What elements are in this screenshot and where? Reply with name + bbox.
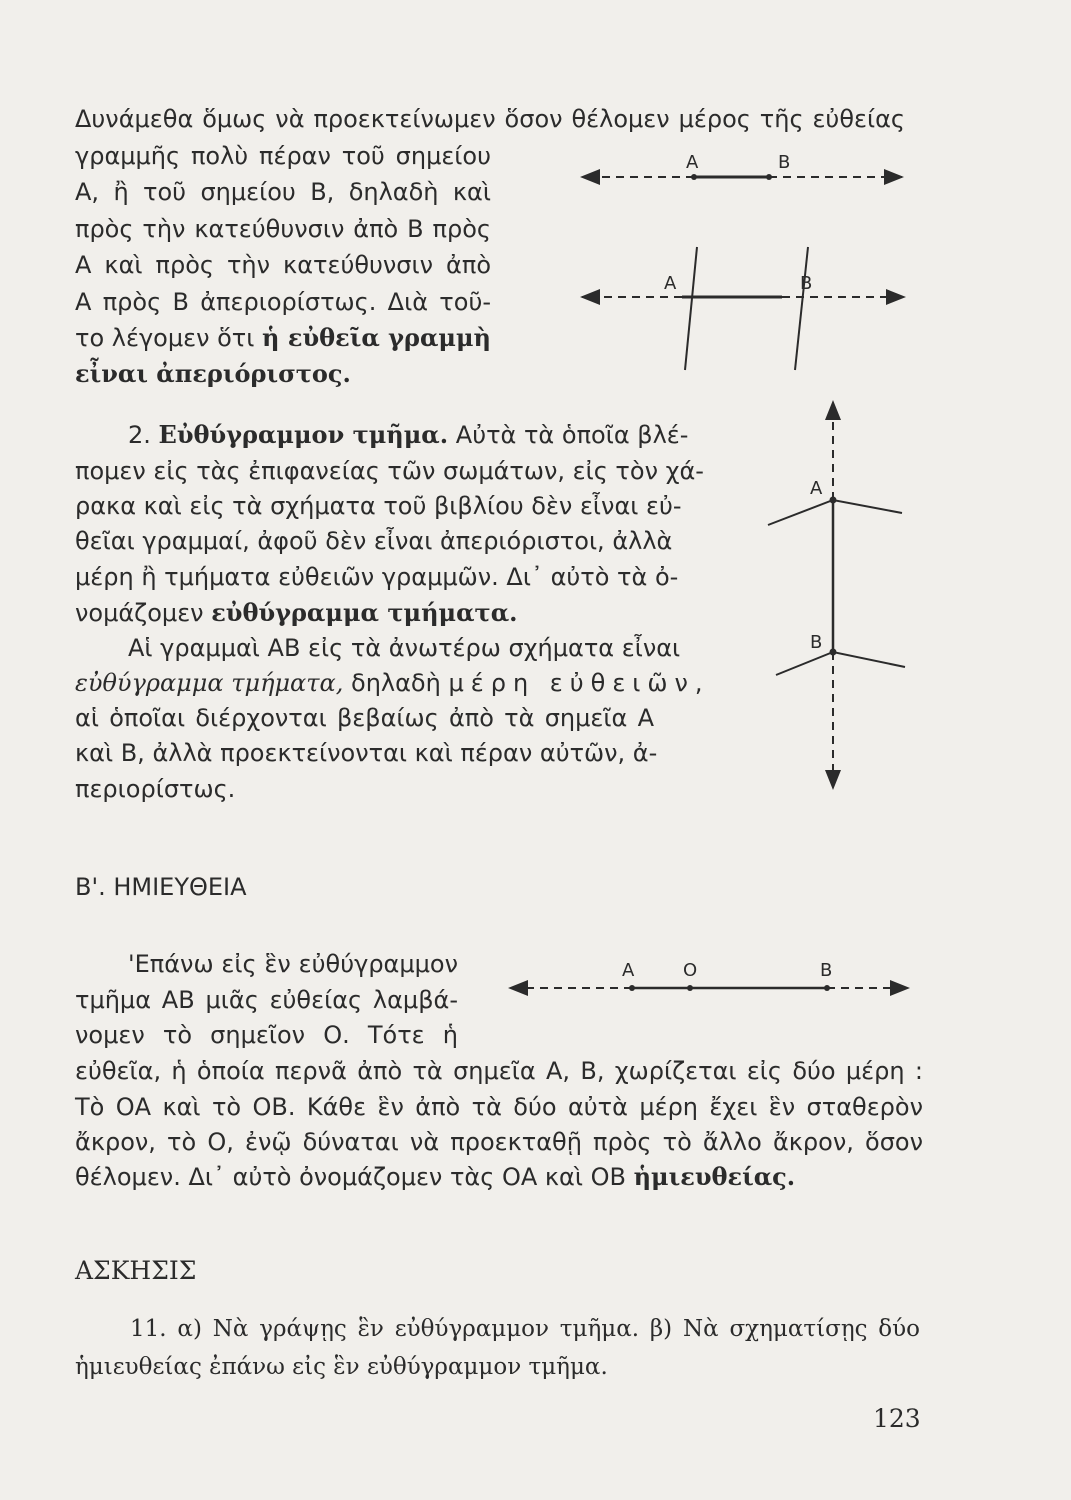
bold-term: ἡμιευθείας.: [633, 1162, 796, 1191]
text: Αὐτὰ τὰ ὁποῖα βλέ-: [455, 421, 689, 449]
point-label-b: Β: [800, 273, 813, 294]
text-line: τμῆμα ΑΒ μιᾶς εὐθείας λαμβά-: [75, 986, 458, 1014]
text-line: καὶ Β, ἀλλὰ προεκτείνονται καὶ πέραν αὐτῶν, ἀ-: [75, 739, 658, 767]
text-line: εὐθεῖα, ἡ ὁποία περνᾶ ἀπὸ τὰ σημεῖα Α, Β, χωρίζεται εἰς δύο μέρη :: [75, 1057, 923, 1085]
point-label-a: Α: [686, 152, 699, 173]
text: θέλομεν. Δι᾽ αὐτὸ ὀνομάζομεν τὰς ΟΑ καὶ ΟΒ: [75, 1163, 626, 1191]
text-line: 'Επάνω εἰς ἓν εὐθύγραμμον: [128, 950, 458, 978]
text-line: Α, ἢ τοῦ σημείου Β, δηλαδὴ καὶ: [75, 178, 491, 206]
point-label-a: Α: [664, 273, 677, 294]
text: το λέγομεν ὅτι: [75, 324, 255, 352]
text-line: θεῖαι γραμμαί, ἀφοῦ δὲν εἶναι ἀπεριόριστοι, ἀλλὰ: [75, 527, 673, 555]
point-label-b: Β: [778, 152, 791, 173]
text-line: νομεν τὸ σημεῖον Ο. Τότε ἡ: [75, 1021, 458, 1049]
exercise-line: ἡμιευθείας ἐπάνω εἰς ἓν εὐθύγραμμον τμῆμα.: [75, 1354, 608, 1380]
point-label-a: Α: [810, 478, 823, 499]
bold-term: ἡ εὐθεῖα γραμμὴ: [262, 323, 492, 352]
text: νομάζομεν: [75, 599, 204, 627]
point-label-a: Α: [622, 960, 635, 981]
figure-segment-ab: [582, 247, 904, 370]
text-line: Α πρὸς Β ἀπεριορίστως. Διὰ τοῦ-: [75, 288, 491, 316]
point-label-b: Β: [820, 960, 833, 981]
bold-term: εἶναι ἀπεριόριστος.: [75, 359, 351, 388]
spaced-term: μέρη εὐθειῶν,: [448, 669, 710, 697]
text-line: Δυνάμεθα ὅμως νὰ προεκτείνωμεν ὅσον θέλομεν μέρος τῆς εὐθείας: [75, 105, 905, 133]
text-line: Τὸ ΟΑ καὶ τὸ ΟΒ. Κάθε ἓν ἀπὸ τὰ δύο αὐτὰ μέρη ἔχει ἓν σταθερὸν: [75, 1093, 923, 1121]
section-number: 2.: [128, 421, 151, 449]
figure-vertical-ab: [768, 402, 905, 788]
text-line: ἄκρον, τὸ Ο, ἐνῷ δύναται νὰ προεκταθῇ πρὸς τὸ ἄλλο ἄκρον, ὅσον: [75, 1128, 923, 1156]
text-line: αἱ ὁποῖαι διέρχονται βεβαίως ἀπὸ τὰ σημεῖα Α: [75, 704, 654, 732]
text-line: ρακα καὶ εἰς τὰ σχήματα τοῦ βιβλίου δὲν εἶναι εὐ-: [75, 492, 682, 520]
point-label-b: Β: [810, 632, 823, 653]
text: δηλαδὴ: [351, 669, 441, 697]
exercises-heading: ΑΣΚΗΣΙΣ: [75, 1256, 197, 1285]
section-heading: Β'. ΗΜΙΕΥΘΕΙΑ: [75, 873, 247, 901]
exercise-line: 11. α) Νὰ γράψῃς ἓν εὐθύγραμμον τμῆμα. β) Νὰ σχηματίσῃς δύο: [130, 1316, 920, 1342]
text-line: Αἱ γραμμαὶ ΑΒ εἰς τὰ ἀνωτέρω σχήματα εἶναι: [128, 634, 681, 662]
text-line: Α καὶ πρὸς τὴν κατεύθυνσιν ἀπὸ: [75, 251, 491, 279]
section-heading: Εὐθύγραμμον τμῆμα.: [158, 420, 449, 449]
page-number: 123: [873, 1404, 921, 1433]
text-line: περιορίστως.: [75, 775, 236, 803]
point-label-o: Ο: [683, 960, 698, 981]
text-line: μέρη ἢ τμήματα εὐθειῶν γραμμῶν. Δι᾽ αὐτὸ τὰ ὀ-: [75, 563, 679, 591]
bold-term: εὐθύγραμμα τμήματα.: [211, 598, 518, 627]
text-line: πρὸς τὴν κατεύθυνσιν ἀπὸ Β πρὸς: [75, 215, 491, 243]
italic-term: εὐθύγραμμα τμήματα,: [75, 669, 344, 697]
text-line: γραμμῆς πολὺ πέραν τοῦ σημείου: [75, 142, 491, 170]
text-line: πομεν εἰς τὰς ἐπιφανείας τῶν σωμάτων, εἰς τὸν χά-: [75, 457, 704, 485]
